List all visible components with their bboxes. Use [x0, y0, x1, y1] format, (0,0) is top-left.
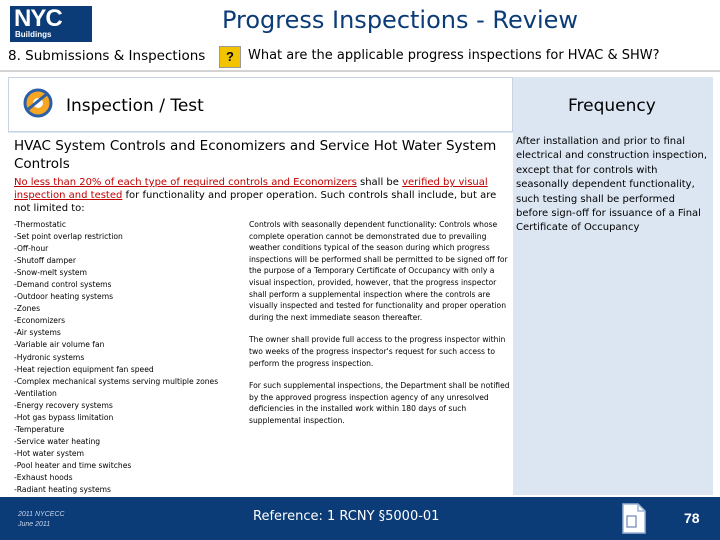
- inspection-intro: [14, 176, 509, 215]
- copyright: [18, 510, 65, 530]
- control-list-item: -Hot gas bypass limitation: [14, 412, 114, 422]
- note-access: The owner shall provide full access to the progress inspector within two weeks of the progress inspector's request for such access to perform the progress inspection.: [249, 335, 506, 368]
- control-list-item: -Complex mechanical systems serving multiple zones: [14, 376, 219, 386]
- intro-text-4: for functionality and proper operation. Such controls shall include, but are not limited to:: [14, 190, 497, 214]
- logo-text: NYC: [14, 5, 62, 32]
- control-list-item: -Demand control systems: [14, 280, 112, 290]
- nyc-buildings-logo: [10, 6, 92, 42]
- control-list-item: -Outdoor heating systems: [14, 292, 114, 302]
- intro-underline-1: No less than 20% of each type of required controls and Economizers: [14, 177, 357, 188]
- control-list-item: -Hydronic systems: [14, 352, 85, 362]
- control-list-item: -Service water heating: [14, 436, 101, 446]
- control-list-item: -Zones: [14, 304, 41, 314]
- header-divider: [0, 70, 720, 72]
- control-list-item: -Off-hour: [14, 244, 49, 254]
- control-list-item: -Thermostatic: [14, 220, 67, 229]
- seasonal-notes: [249, 219, 513, 438]
- note-supplemental: For such supplemental inspections, the Department shall be notified by the approved progress inspection agency of any unresolved deficiencies in the installed work within 180 days of such supplemental inspection.: [249, 381, 510, 425]
- control-list-item: -Shutoff damper: [14, 256, 76, 266]
- control-list-item: -Energy recovery systems: [14, 400, 113, 410]
- page-number: 78: [684, 510, 700, 526]
- copyright-line-2: June 2011: [18, 521, 51, 528]
- control-list-item: -Pool heater and time switches: [14, 460, 132, 470]
- control-list-item: -Exhaust hoods: [14, 472, 73, 482]
- col1-header: Inspection / Test: [66, 96, 204, 116]
- control-list-item: -Air systems: [14, 328, 61, 338]
- inspection-heading: HVAC System Controls and Economizers and Service Hot Water System Controls: [14, 138, 497, 172]
- control-list-item: -Hot water system: [14, 448, 84, 458]
- logo-subtext: Buildings: [15, 30, 52, 39]
- section-label: 8. Submissions & Inspections: [8, 48, 206, 64]
- copyright-line-1: 2011 NYCECC: [18, 511, 65, 518]
- control-list-item: -Temperature: [14, 424, 65, 434]
- frequency-text: After installation and prior to final electrical and construction inspection, except that for controls with seasonally dependent functionality, such testing shall be performed before sign-off for issuance of a Final Certificate of Occupancy: [516, 136, 707, 234]
- control-list-item: -Radiant heating systems: [14, 485, 111, 495]
- document-icon: [622, 503, 646, 534]
- control-list-item: -Ventilation: [14, 388, 57, 398]
- intro-text-2: shall be: [356, 177, 403, 188]
- control-list-item: -Heat rejection equipment fan speed: [14, 364, 154, 374]
- gear-icon: [22, 87, 54, 119]
- controls-list: [14, 219, 249, 496]
- control-list-item: -Economizers: [14, 316, 66, 326]
- intro-underline-2: verified by visual inspection and tested: [14, 177, 488, 201]
- note-seasonal: Controls with seasonally dependent functionality: Controls whose complete operation cannot be demonstrated due to prevailing weather conditions typical of the season during which progress inspections will be performed shall be permitted to be signed off for the purpose of a Temporary Certificate of Occupancy with only a visual inspection, provided, however, that the progress inspector shall perform a supplemental inspection where the controls are visually inspected and tested for functionality and proper operation during the next immediate season thereafter.: [249, 220, 508, 322]
- col2-header: Frequency: [568, 96, 656, 116]
- control-list-item: -Set point overlap restriction: [14, 232, 123, 242]
- reference-text: Reference: 1 RCNY §5000-01: [253, 509, 440, 524]
- question-icon: ?: [219, 46, 241, 68]
- control-list-item: -Variable air volume fan: [14, 340, 105, 350]
- page-title: Progress Inspections - Review: [221, 6, 579, 34]
- control-list-item: -Snow-melt system: [14, 268, 87, 278]
- question-text: What are the applicable progress inspections for HVAC & SHW?: [248, 48, 660, 63]
